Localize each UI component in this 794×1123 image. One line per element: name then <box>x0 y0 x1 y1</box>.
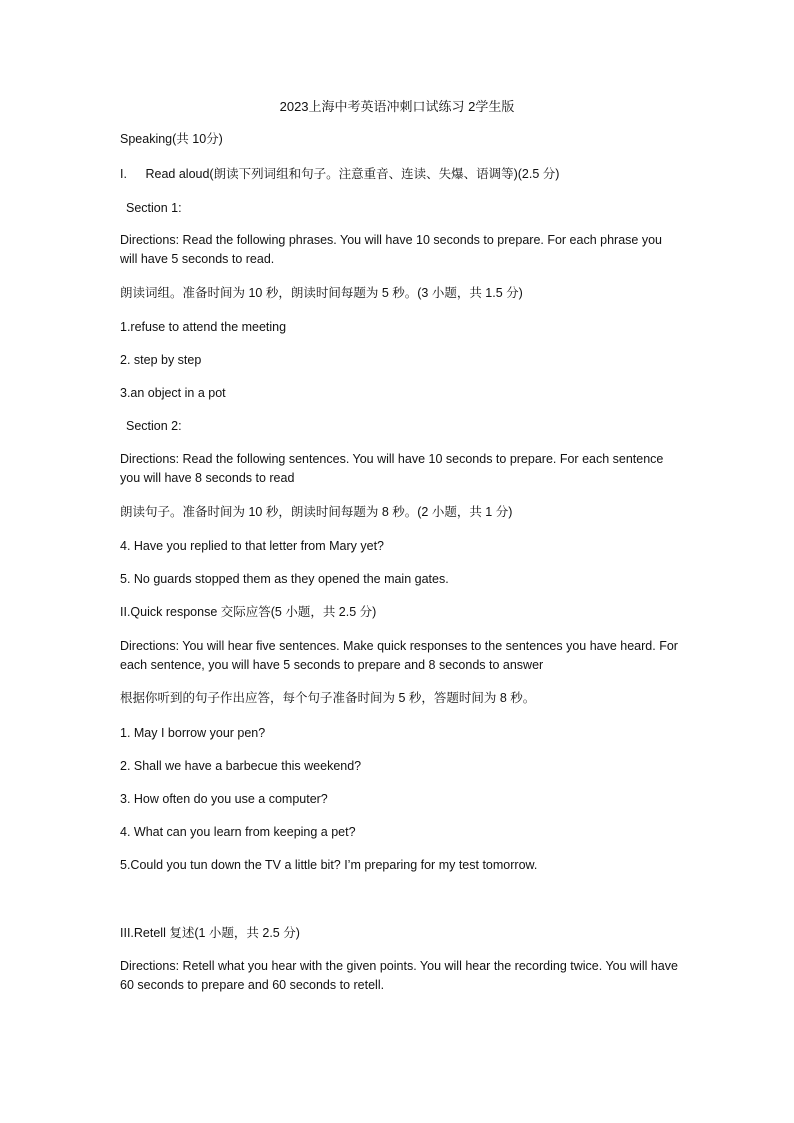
part2-directions: Directions: You will hear five sentences. Make quick responses to the sentences you have heard. For each sentence, you will have 5 seconds to prepare and 8 seconds to answer <box>120 639 678 672</box>
speaking-header: Speaking(共 10分) <box>120 132 223 146</box>
response-item-5: 5.Could you tun down the TV a little bit? I’m preparing for my test tomorrow. <box>120 858 538 872</box>
phrase-item-2: 2. step by step <box>120 353 202 367</box>
section2-label: Section 2: <box>126 419 182 433</box>
response-item-4: 4. What can you learn from keeping a pet? <box>120 825 356 839</box>
section1-chinese: 朗读词组。准备时间为 10 秒，朗读时间每题为 5 秒。(3 小题，共 1.5 分) <box>120 286 523 300</box>
part1-heading <box>120 165 559 184</box>
phrase-item-1: 1.refuse to attend the meeting <box>120 320 287 334</box>
part3-directions: Directions: Retell what you hear with the given points. You will hear the recording twice. You will have 60 seconds to prepare and 60 seconds to retell. <box>120 959 678 992</box>
part2-heading: II.Quick response 交际应答(5 小题，共 2.5 分) <box>120 605 377 619</box>
section2-chinese: 朗读句子。准备时间为 10 秒，朗读时间每题为 8 秒。(2 小题，共 1 分) <box>120 505 513 519</box>
response-item-2: 2. Shall we have a barbecue this weekend? <box>120 759 362 773</box>
response-item-3: 3. How often do you use a computer? <box>120 792 328 806</box>
section1-directions: Directions: Read the following phrases. You will have 10 seconds to prepare. For each phrase you will have 5 seconds to read. <box>120 233 662 266</box>
document-title: 2023上海中考英语冲刺口试练习 2学生版 <box>279 99 515 114</box>
sentence-item-4: 4. Have you replied to that letter from Mary yet? <box>120 539 385 553</box>
sentence-item-5: 5. No guards stopped them as they opened the main gates. <box>120 572 449 586</box>
part3-heading: III.Retell 复述(1 小题，共 2.5 分) <box>120 926 300 940</box>
section2-directions: Directions: Read the following sentences. You will have 10 seconds to prepare. For each sentence you will have 8 seconds to read <box>120 452 664 485</box>
part1-heading-text: Read aloud(朗读下列词组和句子。注意重音、连读、失爆、语调等)(2.5 分) <box>145 167 560 181</box>
part1-number: I. <box>120 167 127 181</box>
response-item-1: 1. May I borrow your pen? <box>120 726 266 740</box>
section1-label: Section 1: <box>126 201 182 215</box>
phrase-item-3: 3.an object in a pot <box>120 386 226 400</box>
part2-chinese: 根据你听到的句子作出应答，每个句子准备时间为 5 秒，答题时间为 8 秒。 <box>120 691 536 705</box>
